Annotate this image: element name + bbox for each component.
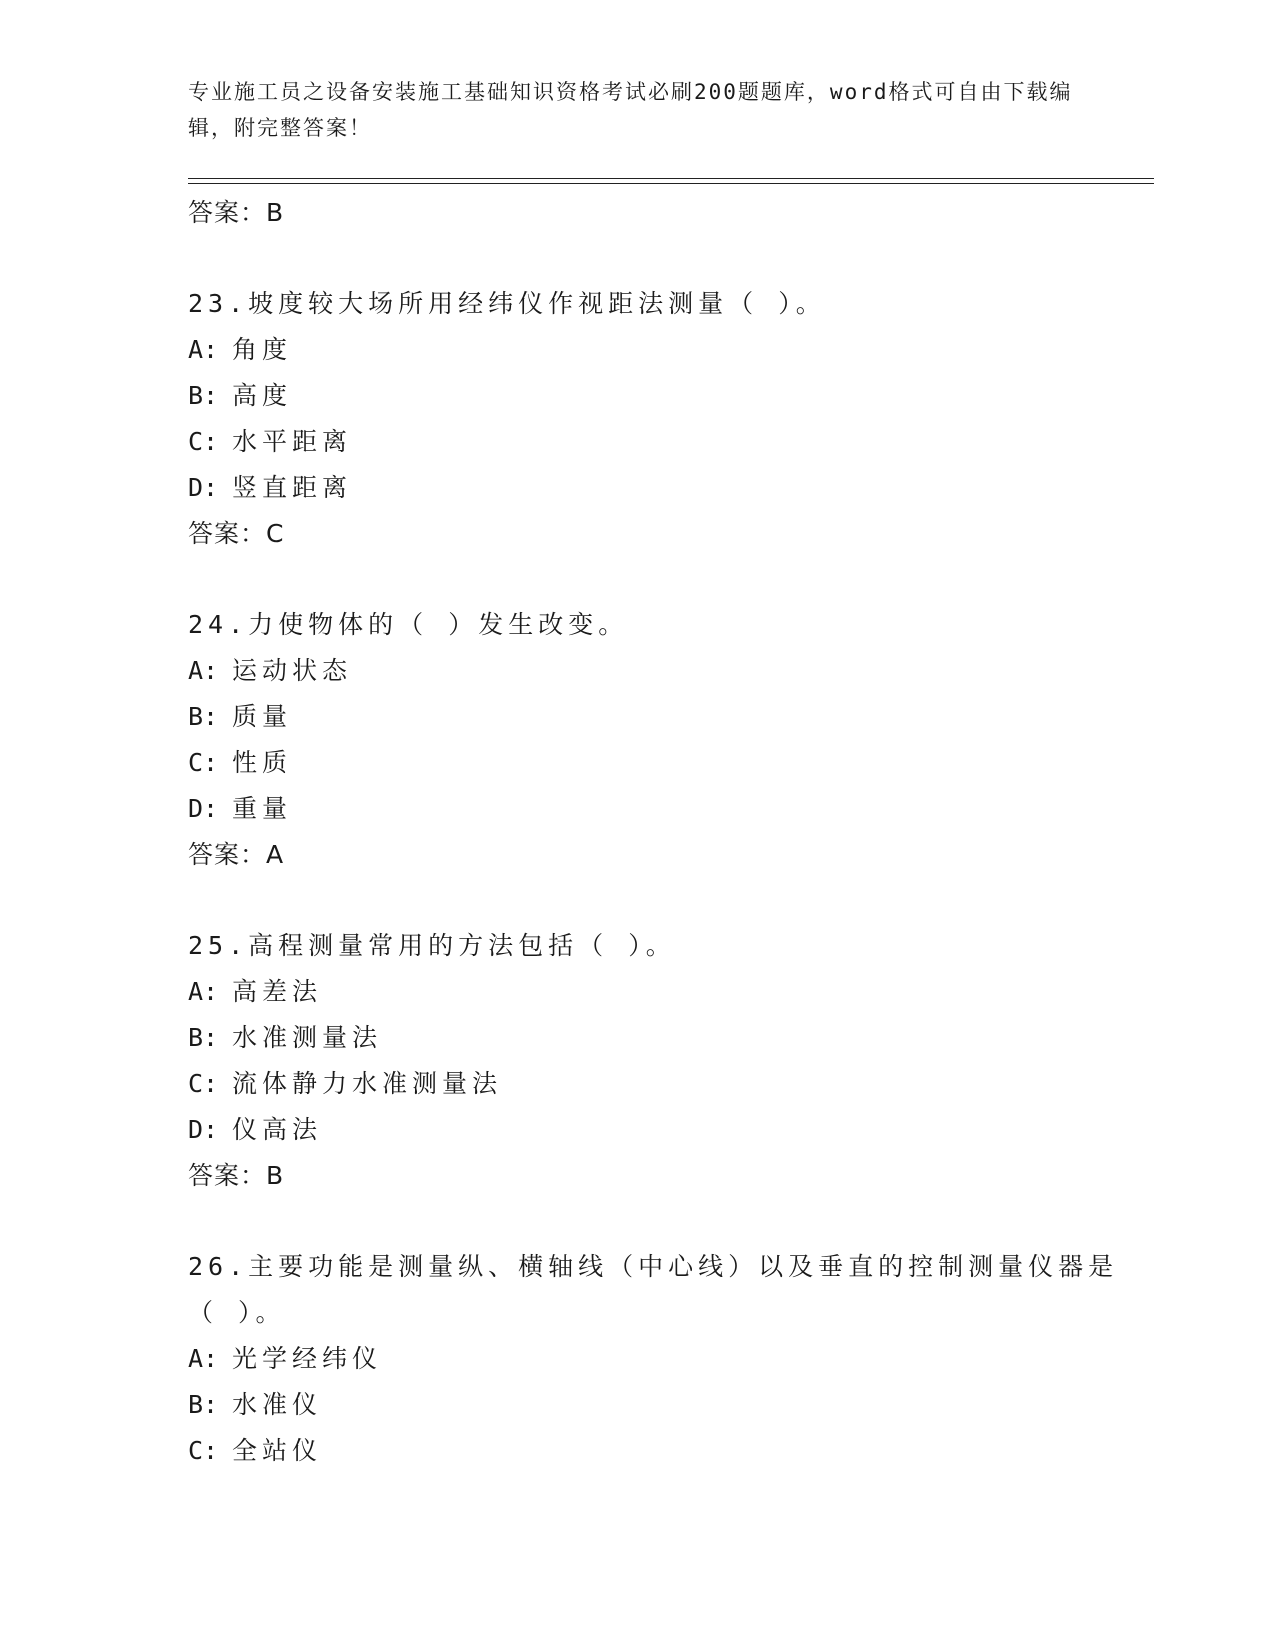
question-text: 23.坡度较大场所用经纬仪作视距法测量（ ）。: [188, 289, 826, 318]
option-letter: A:: [188, 656, 219, 685]
option-text: 质量: [232, 702, 293, 731]
option-text: 流体静力水准测量法: [232, 1069, 503, 1098]
option-text: 高度: [232, 381, 293, 410]
option-letter: A:: [188, 977, 219, 1006]
answer-option: [188, 1428, 1148, 1474]
question-spacer: [188, 557, 1148, 602]
answer-line: 答案：A: [188, 840, 285, 869]
option-letter: D:: [188, 473, 219, 502]
answer-option: [188, 648, 1148, 694]
question-text: 25.高程测量常用的方法包括（ ）。: [188, 931, 676, 960]
option-text: 水平距离: [232, 427, 353, 456]
option-text: 高差法: [232, 977, 323, 1006]
option-text: 竖直距离: [232, 473, 353, 502]
option-letter: D:: [188, 794, 219, 823]
option-text: 角度: [232, 335, 293, 364]
answer-option: [188, 969, 1148, 1015]
option-text: 水准测量法: [232, 1023, 383, 1052]
option-letter: A:: [188, 1344, 219, 1373]
question-spacer: [188, 878, 1148, 923]
answer-line: 答案：C: [188, 519, 285, 548]
answer-option: [188, 786, 1148, 832]
option-text: 水准仪: [232, 1390, 323, 1419]
option-letter: C:: [188, 1436, 219, 1465]
answer-option: [188, 740, 1148, 786]
question-text: 26.主要功能是测量纵、横轴线（中心线）以及垂直的控制测量仪器是（ ）。: [188, 1252, 1119, 1327]
header-rule-top: [188, 178, 1154, 179]
option-text: 光学经纬仪: [232, 1344, 383, 1373]
option-letter: A:: [188, 335, 219, 364]
option-letter: B:: [188, 702, 219, 731]
option-letter: D:: [188, 1115, 219, 1144]
answer-option: [188, 327, 1148, 373]
answer-option: [188, 1061, 1148, 1107]
header-rule-bottom: [188, 183, 1154, 184]
option-text: 重量: [232, 794, 293, 823]
option-text: 运动状态: [232, 656, 353, 685]
question-spacer: [188, 236, 1148, 281]
document-body: [188, 190, 1148, 1474]
option-letter: C:: [188, 427, 219, 456]
answer-option: [188, 419, 1148, 465]
option-text: 仪高法: [232, 1115, 323, 1144]
option-letter: B:: [188, 1023, 219, 1052]
option-text: 全站仪: [232, 1436, 323, 1465]
answer-option: [188, 1336, 1148, 1382]
answer-option: [188, 694, 1148, 740]
answer-option: [188, 1107, 1148, 1153]
question-spacer: [188, 1199, 1148, 1244]
answer-line: 答案：B: [188, 198, 285, 227]
option-letter: B:: [188, 381, 219, 410]
option-text: 性质: [232, 748, 293, 777]
answer-option: [188, 465, 1148, 511]
option-letter: C:: [188, 748, 219, 777]
answer-line: 答案：B: [188, 1161, 285, 1190]
option-letter: B:: [188, 1390, 219, 1419]
answer-option: [188, 373, 1148, 419]
option-letter: C:: [188, 1069, 219, 1098]
answer-option: [188, 1015, 1148, 1061]
document-header: 专业施工员之设备安装施工基础知识资格考试必刷200题题库，word格式可自由下载编辑，附完整答案！: [188, 80, 1073, 140]
question-text: 24.力使物体的（ ）发生改变。: [188, 610, 629, 639]
answer-option: [188, 1382, 1148, 1428]
